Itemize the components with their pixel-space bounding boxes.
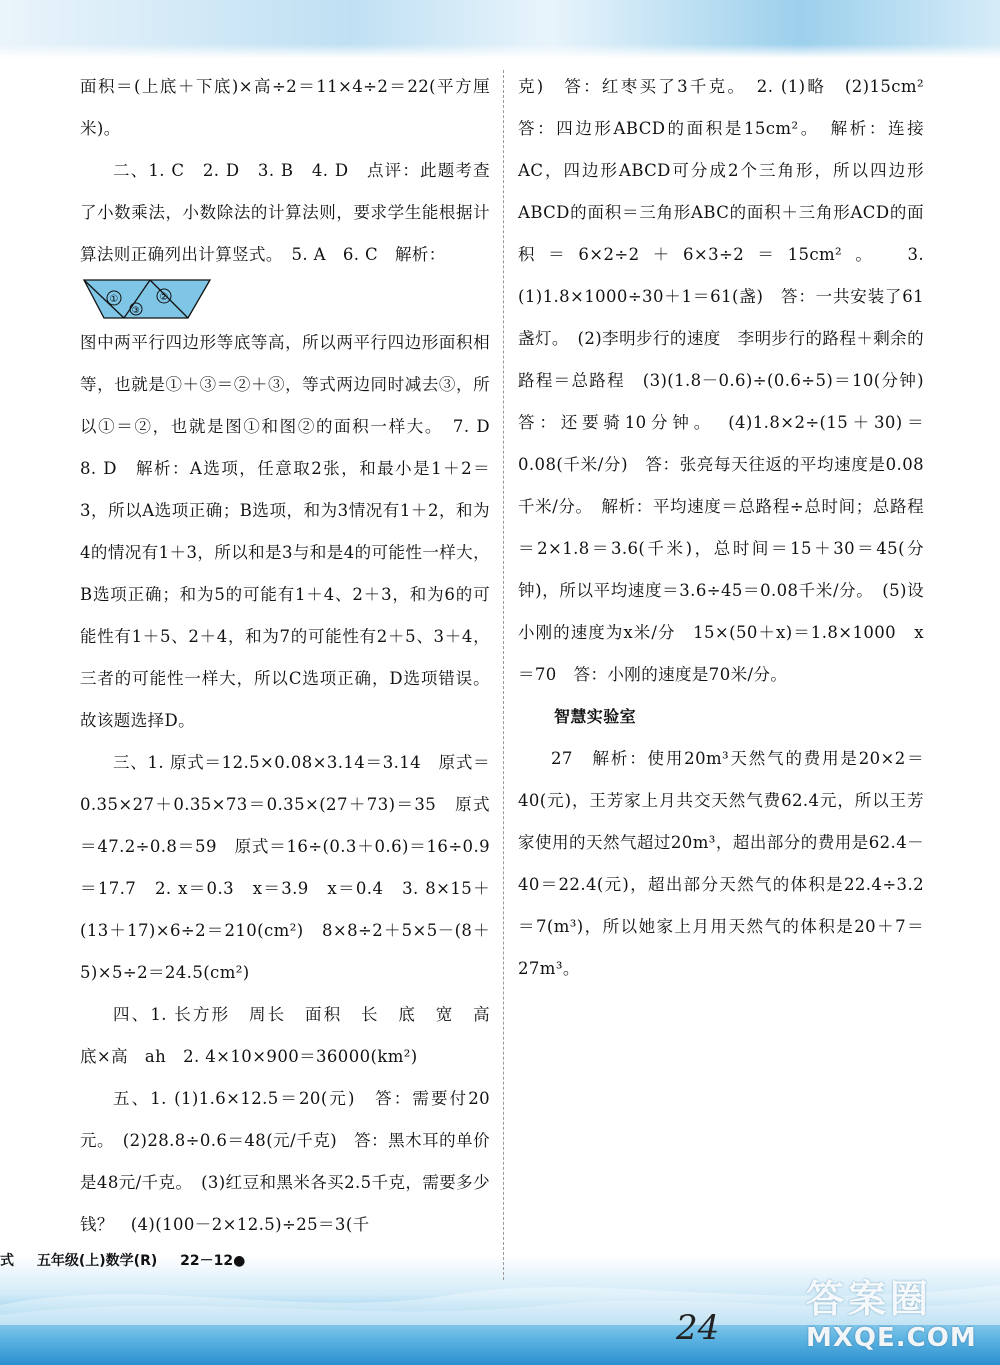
figure-explanation: 图中两平行四边形等底等高，所以两平行四边形面积相等，也就是①＋③＝②＋③，等式两边同时减去③，所以①＝②，也就是图①和图②的面积一样大。 7. D 8. D 解析：A选项，任意取2张，和最小是1＋2＝3，所以A选项正确；B选项，和为3情况有1＋2，和为4的情况有1＋3，所以和是3与和是4的可能性一样大，B选项正确；和为5的可能有1＋4、2＋3，和为6的可能性有1＋5、2＋4，和为7的可能性有2＋5、3＋4，三者的可能性一样大，所以C选项正确，D选项错误。故该题选择D。 — [80, 333, 507, 730]
page-number: 24 — [676, 1308, 720, 1348]
figure-label-2: ② — [159, 292, 169, 303]
left-paragraph-3: 三、1. 原式＝12.5×0.08×3.14＝3.14 原式＝0.35×27＋0.35×73＝0.35×(27＋73)＝35 原式＝47.2÷0.8＝59 原式＝16÷(0.3＋0.6)＝16÷0.9＝17.7 2. x＝0.3 x＝3.9 x＝0.4 3. 8×15＋(13＋17)×6÷2＝210(cm²) 8×8÷2＋5×5－(8＋5)×5÷2＝24.5(cm²) — [80, 753, 490, 982]
top-decorative-band — [0, 0, 1000, 58]
left-column — [80, 66, 507, 1246]
left-paragraph-1: 面积＝(上底＋下底)×高÷2＝11×4÷2＝22(平方厘米)。 — [80, 77, 490, 138]
left-paragraph-5: 五、1. (1)1.6×12.5＝20(元) 答：需要付20元。 (2)28.8÷0.6＝48(元/千克) 答：黑木耳的单价是48元/千克。 (3)红豆和黑米各买2.5千克，需要多少钱？ (4)(100－2×12.5)÷25＝3(千 — [80, 1089, 490, 1234]
footer-code: 22－12● — [180, 1253, 246, 1269]
right-paragraph-1: 克) 答：红枣买了3千克。 2. (1)略 (2)15cm² 答：四边形ABCD的面积是15cm²。 解析：连接AC，四边形ABCD可分成2个三角形，所以四边形ABCD的面积＝三角形ABC的面积＋三角形ACD的面积＝6×2÷2＋6×3÷2＝15cm²。 3. (1)1.8×1000÷30＋1＝61(盏) 答：一共安装了61盏灯。 (2)李明步行的速度 李明步行的路程＋剩余的路程＝总路程 (3)(1.8－0.6)÷(0.6÷5)＝10(分钟) 答：还要骑10分钟。 (4)1.8×2÷(15＋30)＝0.08(千米/分) 答：张亮每天往返的平均速度是0.08千米/分。 解析：平均速度＝总路程÷总时间；总路程＝2×1.8＝3.6(千米)，总时间＝15＋30＝45(分钟)，所以平均速度＝3.6÷45＝0.08千米/分。 (5)设小刚的速度为x米/分 15×(50＋x)＝1.8×1000 x＝70 答：小刚的速度是70米/分。 — [518, 77, 941, 684]
watermark-url: MXQE.COM — [806, 1323, 977, 1353]
page-footer — [0, 1250, 263, 1274]
figure-label-1: ① — [109, 294, 119, 305]
watermark — [806, 1268, 996, 1360]
left-paragraph-4: 四、1. 长方形 周长 面积 长 底 宽 高 底×高 ah 2. 4×10×900＝36000(km²) — [80, 1005, 507, 1066]
footer-grade: 五年级(上)数学(R) — [36, 1253, 158, 1269]
figure-label-3: ③ — [131, 306, 141, 316]
figure-paragraph — [80, 276, 490, 322]
lab-explanation: 27 解析：使用20m³天然气的费用是20×2＝40(元)，王芳家上月共交天然气费62.4元，所以王芳家使用的天然气超过20m³，超出部分的费用是62.4－40＝22.4(元)，超出部分天然气的体积是22.4÷3.2＝7(m³)，所以她家上月用天然气的体积是20＋7＝27m³。 — [518, 749, 924, 978]
right-column — [518, 66, 941, 990]
watermark-logo-text: 答案圈 — [806, 1277, 933, 1321]
column-divider — [503, 70, 504, 1280]
left-paragraph-2: 二、1. C 2. D 3. B 4. D 点评：此题考查了小数乘法，小数除法的计算法则，要求学生能根据计算法则正确列出计算竖式。 5. A 6. C 解析： — [80, 161, 490, 264]
footer-edge-text: 式 — [0, 1253, 14, 1269]
parallelogram-figure — [80, 276, 220, 322]
lab-section-title: 智慧实验室 — [554, 707, 637, 726]
